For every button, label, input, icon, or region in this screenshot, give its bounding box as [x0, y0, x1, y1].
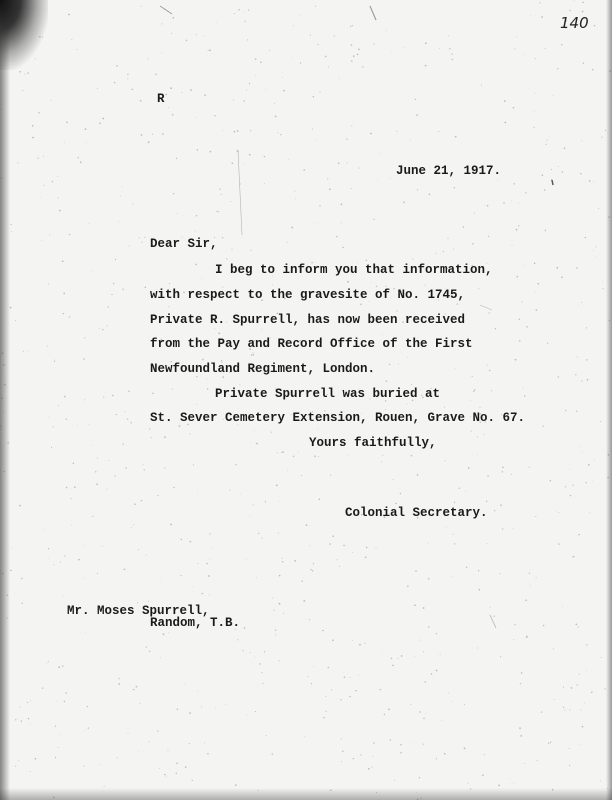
salutation: Dear Sir, [150, 237, 218, 251]
letter-date: June 21, 1917. [396, 164, 502, 178]
body-line: with respect to the gravesite of No. 1745, [150, 288, 466, 302]
recipient-name: Mr. Moses Spurrell, [67, 604, 210, 618]
page-number: 140 [560, 14, 589, 32]
closing: Yours faithfully, [309, 436, 437, 450]
recipient-address: Random, T.B. [150, 616, 241, 630]
file-mark: R [157, 92, 165, 106]
signature-title: Colonial Secretary. [345, 506, 488, 520]
body-line: from the Pay and Record Office of the First [150, 337, 473, 351]
body-line: Private R. Spurrell, has now been received [150, 313, 466, 327]
body-line: Private Spurrell was buried at [215, 387, 441, 401]
body-line: I beg to inform you that information, [215, 263, 493, 277]
body-line: Newfoundland Regiment, London. [150, 362, 376, 376]
body-line: St. Sever Cemetery Extension, Rouen, Grave No. 67. [150, 411, 526, 425]
